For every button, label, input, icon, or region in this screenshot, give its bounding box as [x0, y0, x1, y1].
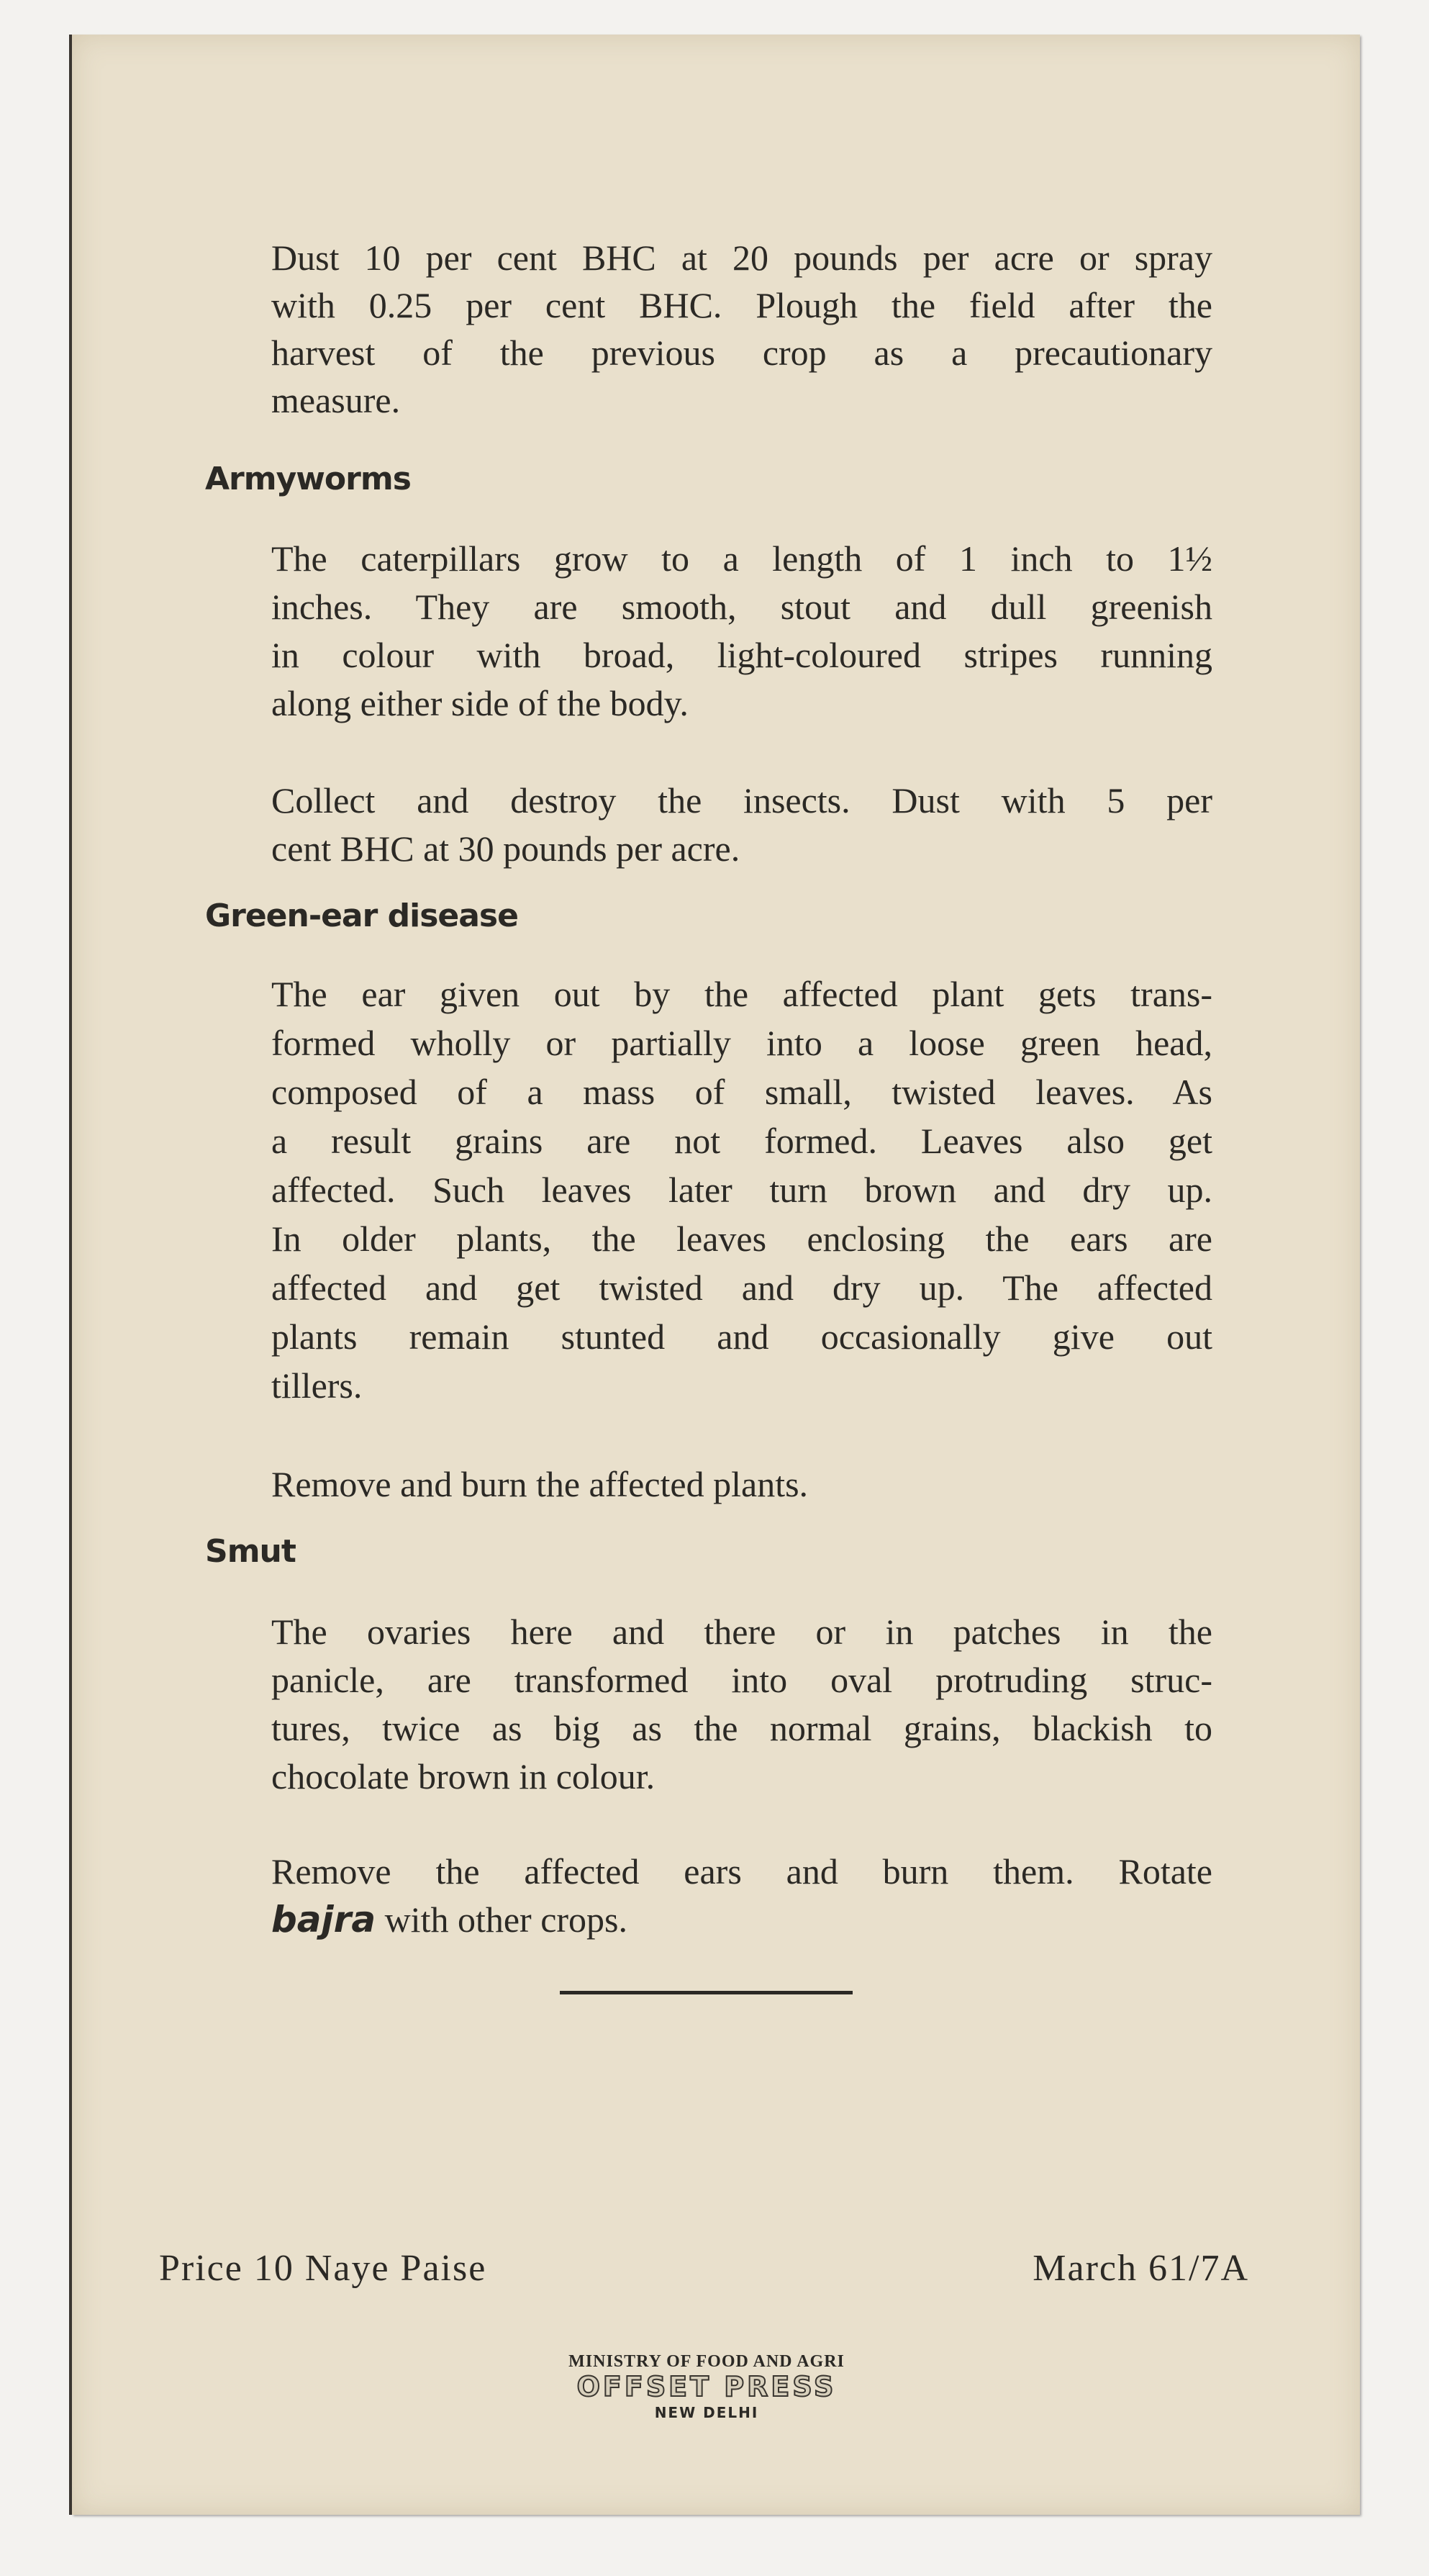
paragraph-line: with 0.25 per cent BHC. Plough the field after the	[271, 285, 1212, 325]
paragraph-line: bajra with other crops.	[271, 1899, 628, 1940]
paragraph-line: composed of a mass of small, twisted leaves. As	[271, 1072, 1212, 1112]
paragraph-line: formed wholly or partially into a loose green head,	[271, 1023, 1212, 1063]
section-heading: Smut	[205, 1533, 296, 1570]
section-heading: Armyworms	[205, 461, 411, 497]
imprint-ministry: MINISTRY OF FOOD AND AGRI	[568, 2352, 845, 2371]
section-divider	[560, 1991, 853, 1994]
paragraph-line: The ovaries here and there or in patches in the	[271, 1612, 1212, 1652]
paragraph-line: a result grains are not formed. Leaves also get	[271, 1121, 1212, 1161]
paragraph-line: panicle, are transformed into oval protruding struc-	[271, 1660, 1212, 1700]
paragraph-line: The ear given out by the affected plant gets trans-	[271, 974, 1212, 1014]
imprint-press: OFFSET PRESS	[576, 2371, 837, 2403]
paragraph-line: harvest of the previous crop as a precautionary	[271, 333, 1212, 373]
section-heading: Green-ear disease	[205, 898, 518, 934]
paragraph-line: affected. Such leaves later turn brown and dry up.	[271, 1170, 1212, 1210]
paragraph-line: tures, twice as big as the normal grains, blackish to	[271, 1708, 1212, 1748]
paragraph-line: plants remain stunted and occasionally give out	[271, 1316, 1212, 1357]
paragraph-line: Collect and destroy the insects. Dust with 5 per	[271, 780, 1212, 821]
price-label: Price 10 Naye Paise	[159, 2248, 487, 2289]
paragraph-line: In older plants, the leaves enclosing the ears are	[271, 1219, 1212, 1259]
crop-name-emphasis: bajra	[271, 1899, 376, 1940]
paragraph-line: along either side of the body.	[271, 683, 689, 723]
paragraph-line: The caterpillars grow to a length of 1 inch to 1½	[271, 538, 1212, 579]
imprint-city: NEW DELHI	[654, 2404, 759, 2421]
paragraph-line: chocolate brown in colour.	[271, 1756, 655, 1797]
paragraph-line: cent BHC at 30 pounds per acre.	[271, 828, 740, 869]
paragraph-line: Dust 10 per cent BHC at 20 pounds per acre or spray	[271, 238, 1212, 278]
paragraph-line: Remove and burn the affected plants.	[271, 1464, 809, 1504]
paragraph-line: inches. They are smooth, stout and dull greenish	[271, 587, 1212, 627]
paragraph-line: tillers.	[271, 1365, 363, 1406]
paragraph-line: Remove the affected ears and burn them. Rotate	[271, 1851, 1212, 1892]
paragraph-line: measure.	[271, 380, 401, 420]
paragraph-line: in colour with broad, light-coloured stripes running	[271, 635, 1212, 675]
paragraph-line: affected and get twisted and dry up. The affected	[271, 1267, 1212, 1308]
publication-code: March 61/7A	[1033, 2248, 1249, 2289]
